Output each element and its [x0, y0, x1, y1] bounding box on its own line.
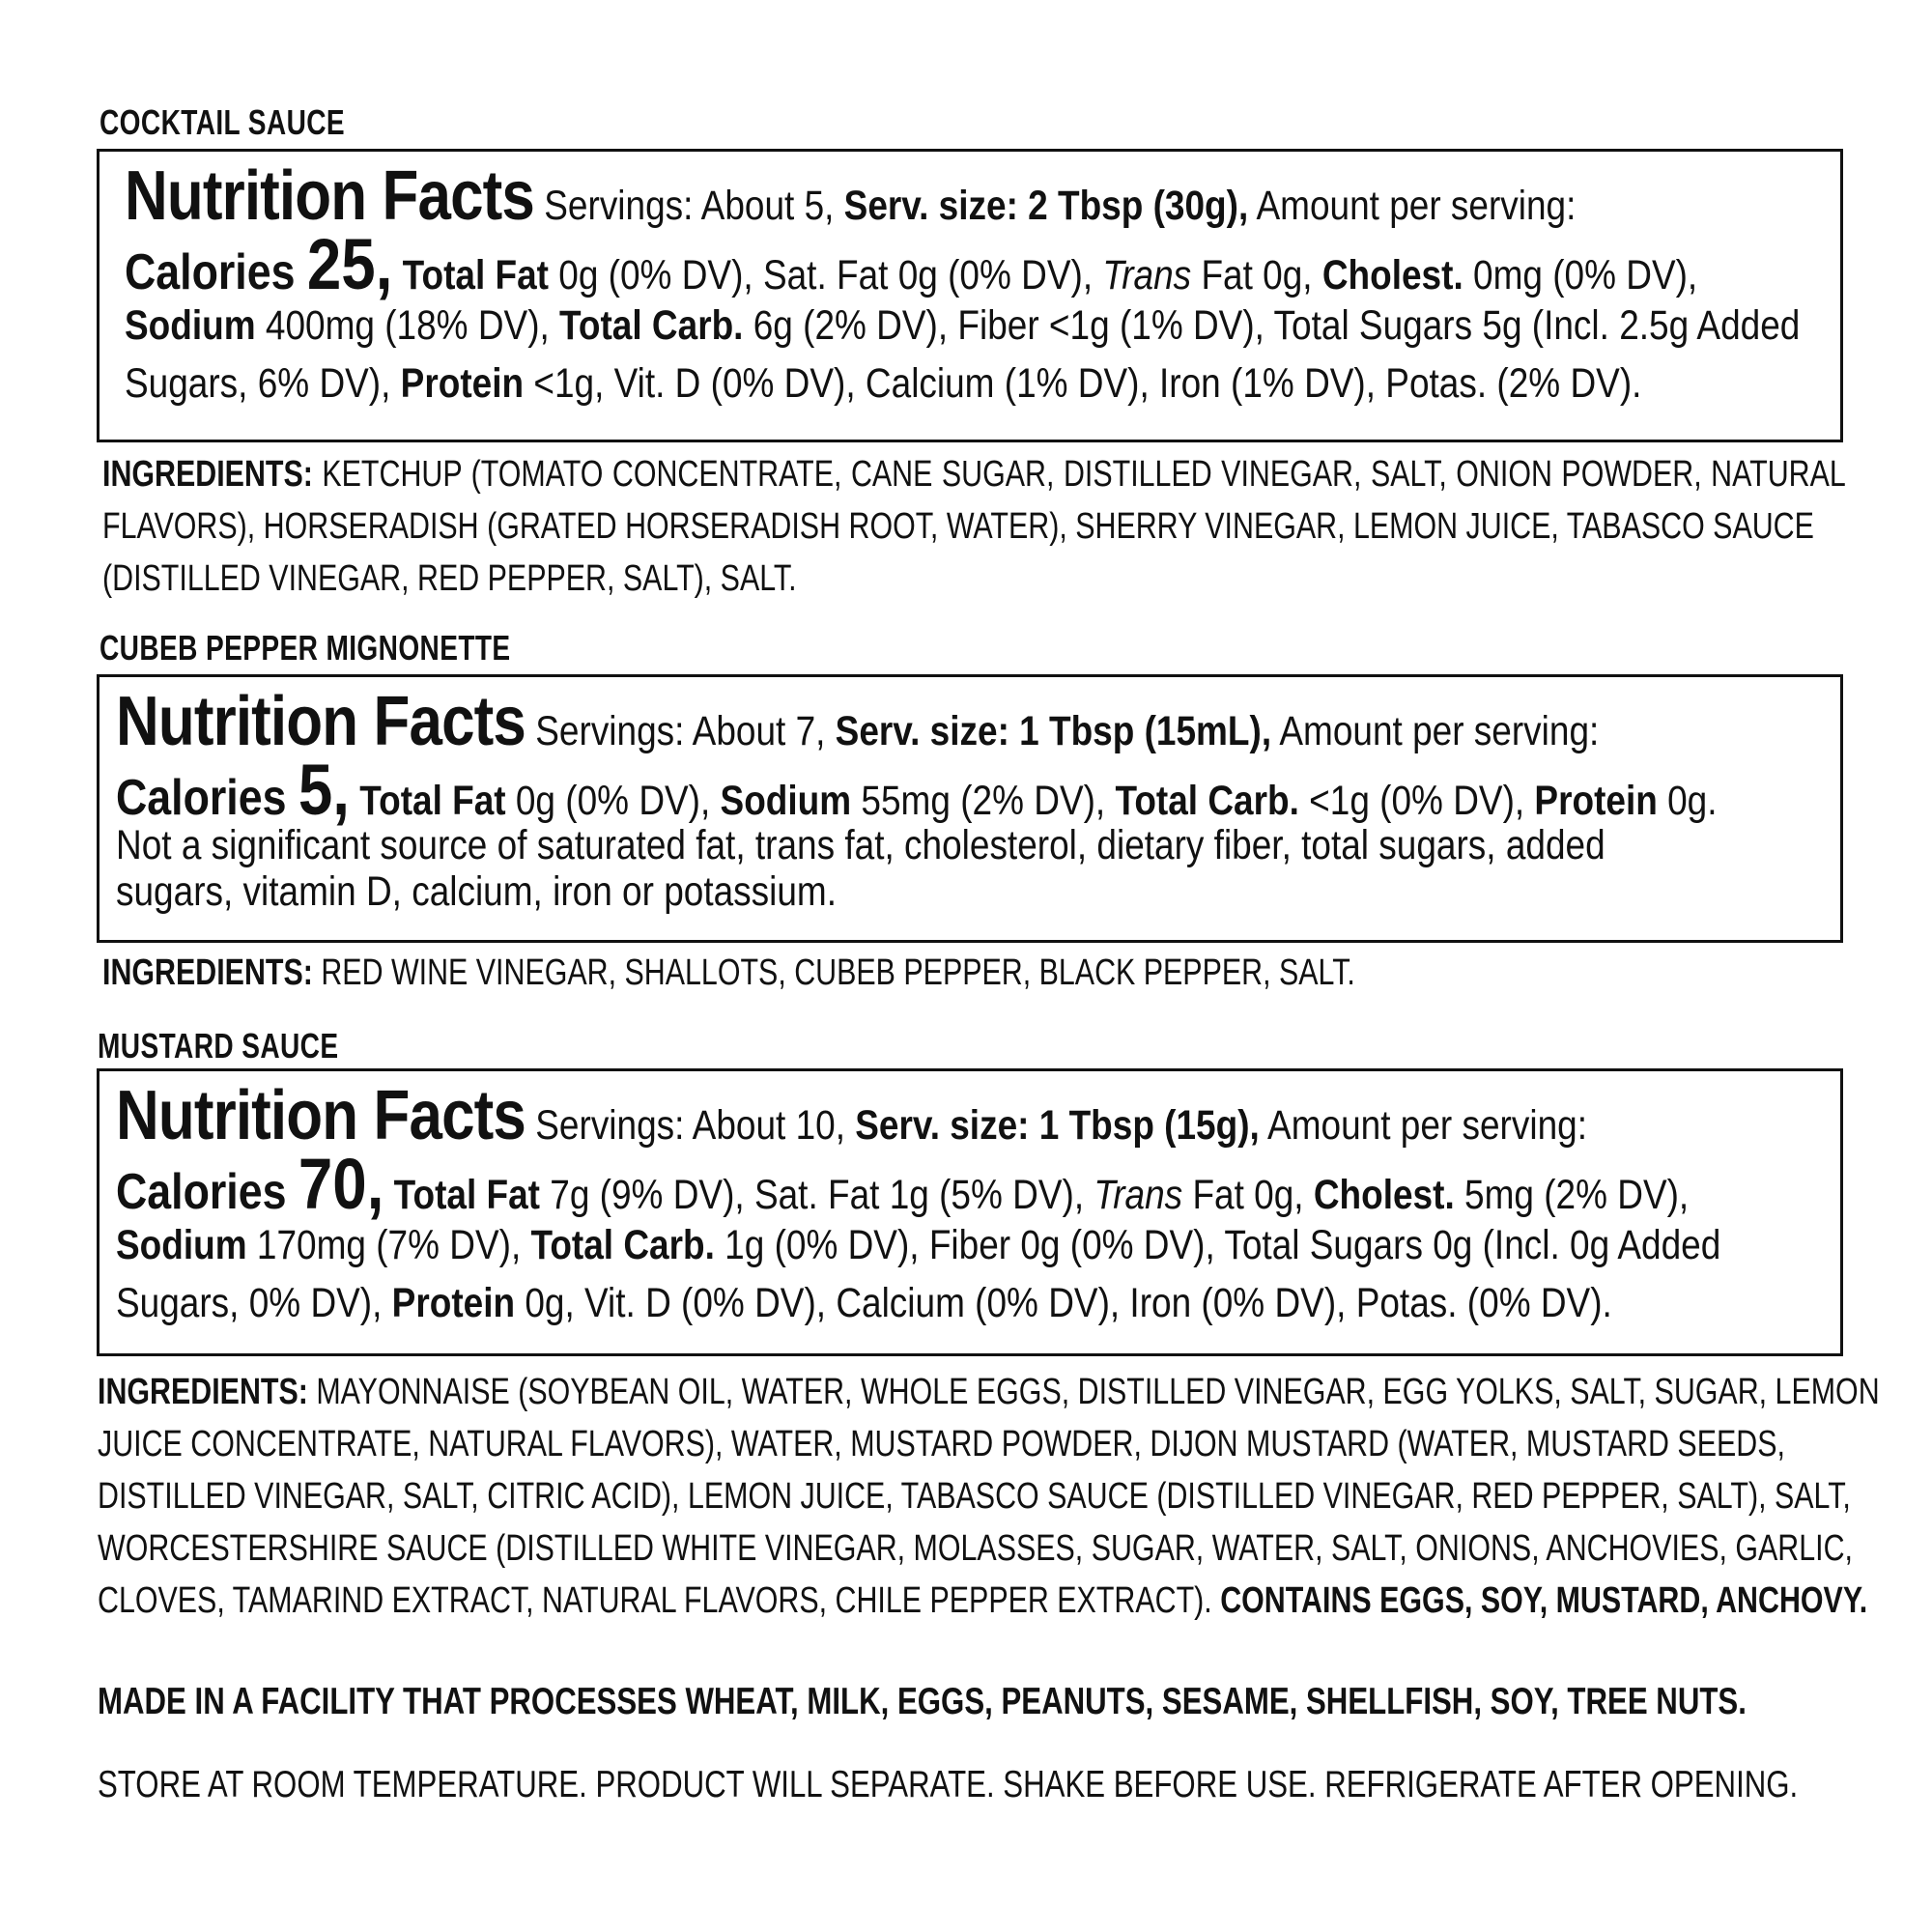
cocktail-calories-value: 25, — [306, 224, 393, 304]
cocktail-carb-value: 6g (2% DV), Fiber <1g (1% DV), Total Sugars 5g (Incl. 2.5g Added — [743, 302, 1801, 349]
mustard-nf-heading: Nutrition Facts — [116, 1077, 526, 1154]
mustard-nf-line-3 — [116, 1216, 1720, 1274]
mignonette-ingredients — [102, 947, 1846, 999]
mignonette-ingredients-line-1 — [102, 947, 1846, 999]
mustard-protein-label: Protein — [391, 1280, 516, 1326]
mignonette-calories-label: Calories — [116, 770, 298, 826]
cocktail-ingredients — [102, 448, 1846, 605]
cocktail-sodium-label: Sodium — [125, 302, 256, 349]
cocktail-nutrition-text — [125, 159, 1800, 412]
mustard-total-fat-value: 7g (9% DV), Sat. Fat 1g (5% DV), — [539, 1172, 1094, 1218]
mustard-sodium-label: Sodium — [116, 1222, 247, 1268]
mustard-added-sugars: Sugars, 0% DV), — [116, 1280, 392, 1326]
mignonette-serving-size: Serv. size: 1 Tbsp (15mL), — [835, 708, 1272, 754]
cocktail-cholest-label: Cholest. — [1321, 252, 1463, 298]
mignonette-nutrition-text — [116, 685, 1718, 915]
cocktail-ingredients-line-2: FLAVORS), HORSERADISH (GRATED HORSERADISH ROOT, WATER), SHERRY VINEGAR, LEMON JUICE, TABASCO SAUCE — [102, 506, 1814, 547]
mustard-trans-value: Fat 0g, — [1182, 1172, 1314, 1218]
mignonette-sodium-label: Sodium — [720, 778, 852, 824]
mignonette-note-line-2: sugars, vitamin D, calcium, iron or potassium. — [116, 868, 838, 915]
mustard-carb-label: Total Carb. — [530, 1222, 715, 1268]
cocktail-ingredients-label: INGREDIENTS: — [102, 454, 313, 495]
mustard-carb-value: 1g (0% DV), Fiber 0g (0% DV), Total Sugars 0g (Incl. 0g Added — [714, 1222, 1721, 1268]
cocktail-trans-value: Fat 0g, — [1191, 252, 1322, 298]
mustard-ingredients-text-1: MAYONNAISE (SOYBEAN OIL, WATER, WHOLE EGGS, DISTILLED VINEGAR, EGG YOLKS, SALT, SUGAR, LEMON — [307, 1372, 1880, 1412]
cocktail-servings: Servings: About 5, — [533, 183, 844, 229]
mustard-nutrition-text — [116, 1079, 1720, 1332]
mustard-ingredients-line-4: WORCESTERSHIRE SAUCE (DISTILLED WHITE VINEGAR, MOLASSES, SUGAR, WATER, SALT, ONIONS, ANCHOVIES, GARLIC, — [98, 1528, 1853, 1569]
cocktail-serving-size: Serv. size: 2 Tbsp (30g), — [843, 183, 1249, 229]
mustard-allergen-statement: CONTAINS EGGS, SOY, MUSTARD, ANCHOVY. — [1220, 1580, 1868, 1621]
cocktail-protein-label: Protein — [400, 360, 525, 407]
cocktail-total-fat-label: Total Fat — [392, 252, 549, 298]
mignonette-title: CUBEB PEPPER MIGNONETTE — [99, 628, 511, 668]
mustard-nf-line-2 — [116, 1144, 1720, 1224]
cocktail-nf-line-3 — [125, 297, 1800, 355]
cocktail-protein-value: <1g, Vit. D (0% DV), Calcium (1% DV), Iron (1% DV), Potas. (2% DV). — [524, 360, 1642, 407]
mustard-ingredients-line-5 — [98, 1575, 1868, 1627]
cocktail-amount-per-serving: Amount per serving: — [1248, 183, 1577, 229]
cocktail-calories-label: Calories — [125, 244, 307, 300]
mustard-ingredients — [98, 1366, 1880, 1627]
cocktail-sodium-value: 400mg (18% DV), — [255, 302, 560, 349]
mustard-sodium-value: 170mg (7% DV), — [246, 1222, 531, 1268]
mignonette-total-fat-label: Total Fat — [349, 778, 506, 824]
cocktail-added-sugars: Sugars, 6% DV), — [125, 360, 401, 407]
mustard-calories-value: 70, — [298, 1144, 384, 1224]
mignonette-nf-line-1 — [116, 685, 1718, 758]
cocktail-cholest-value: 0mg (0% DV), — [1463, 252, 1698, 298]
mignonette-amount-per-serving: Amount per serving: — [1271, 708, 1600, 754]
mignonette-protein-value: 0g. — [1657, 778, 1718, 824]
mustard-sauce-title: MUSTARD SAUCE — [98, 1026, 339, 1065]
mustard-ingredients-line-1 — [98, 1366, 1880, 1418]
mignonette-carb-label: Total Carb. — [1115, 778, 1299, 824]
mignonette-total-fat-value: 0g (0% DV), — [505, 778, 721, 824]
cocktail-nf-heading: Nutrition Facts — [125, 157, 534, 235]
facility-allergen-warning: MADE IN A FACILITY THAT PROCESSES WHEAT, MILK, EGGS, PEANUTS, SESAME, SHELLFISH, SOY, TREE NUTS. — [98, 1681, 1747, 1722]
mustard-ingredients-label: INGREDIENTS: — [98, 1372, 308, 1412]
mustard-total-fat-label: Total Fat — [384, 1172, 540, 1218]
cocktail-ingredients-line-1 — [102, 448, 1846, 500]
mustard-ingredients-line-3: DISTILLED VINEGAR, SALT, CITRIC ACID), LEMON JUICE, TABASCO SAUCE (DISTILLED VINEGAR, RED PEPPER, SALT), SALT, — [98, 1476, 1851, 1517]
mustard-trans-label: Trans — [1094, 1172, 1183, 1218]
mustard-nf-line-4 — [116, 1274, 1720, 1332]
mustard-amount-per-serving: Amount per serving: — [1259, 1102, 1587, 1149]
mustard-calories-label: Calories — [116, 1164, 298, 1220]
cocktail-sauce-title: COCKTAIL SAUCE — [99, 102, 346, 142]
storage-instructions: STORE AT ROOM TEMPERATURE. PRODUCT WILL SEPARATE. SHAKE BEFORE USE. REFRIGERATE AFTER OPENING. — [98, 1764, 1799, 1805]
mignonette-ingredients-text: RED WINE VINEGAR, SHALLOTS, CUBEB PEPPER, BLACK PEPPER, SALT. — [312, 952, 1355, 993]
mustard-ingredients-line-2: JUICE CONCENTRATE, NATURAL FLAVORS), WATER, MUSTARD POWDER, DIJON MUSTARD (WATER, MUSTARD SEEDS, — [98, 1424, 1785, 1464]
mignonette-note-line-1: Not a significant source of saturated fat, trans fat, cholesterol, dietary fiber, total sugars, added — [116, 822, 1605, 868]
mustard-protein-value: 0g, Vit. D (0% DV), Calcium (0% DV), Iron (0% DV), Potas. (0% DV). — [515, 1280, 1612, 1326]
cocktail-nf-line-4 — [125, 355, 1800, 412]
mignonette-protein-label: Protein — [1534, 778, 1658, 824]
mustard-servings: Servings: About 10, — [525, 1102, 856, 1149]
mignonette-nutrition-facts-box — [97, 674, 1843, 943]
cocktail-nf-line-2 — [125, 224, 1800, 304]
cocktail-ingredients-line-3: (DISTILLED VINEGAR, RED PEPPER, SALT), SALT. — [102, 558, 797, 599]
cocktail-ingredients-text-1: KETCHUP (TOMATO CONCENTRATE, CANE SUGAR, DISTILLED VINEGAR, SALT, ONION POWDER, NATURAL — [312, 454, 1846, 495]
mustard-cholest-label: Cholest. — [1313, 1172, 1455, 1218]
mignonette-sodium-value: 55mg (2% DV), — [851, 778, 1116, 824]
mustard-nutrition-facts-box — [97, 1068, 1843, 1356]
mignonette-carb-value: <1g (0% DV), — [1298, 778, 1535, 824]
cocktail-nutrition-facts-box — [97, 149, 1843, 442]
mignonette-calories-value: 5, — [298, 750, 350, 830]
mignonette-nf-line-2 — [116, 750, 1718, 830]
mustard-ingredients-text-5: CLOVES, TAMARIND EXTRACT, NATURAL FLAVORS, CHILE PEPPER EXTRACT). — [98, 1580, 1221, 1621]
mustard-serving-size: Serv. size: 1 Tbsp (15g), — [855, 1102, 1260, 1149]
mignonette-ingredients-label: INGREDIENTS: — [102, 952, 313, 993]
mignonette-servings: Servings: About 7, — [525, 708, 836, 754]
cocktail-trans-label: Trans — [1102, 252, 1192, 298]
cocktail-total-fat-value: 0g (0% DV), Sat. Fat 0g (0% DV), — [548, 252, 1103, 298]
cocktail-nf-line-1 — [125, 159, 1800, 233]
mignonette-nf-heading: Nutrition Facts — [116, 683, 526, 760]
mustard-nf-line-1 — [116, 1079, 1720, 1152]
cocktail-carb-label: Total Carb. — [559, 302, 744, 349]
mustard-cholest-value: 5mg (2% DV), — [1454, 1172, 1690, 1218]
